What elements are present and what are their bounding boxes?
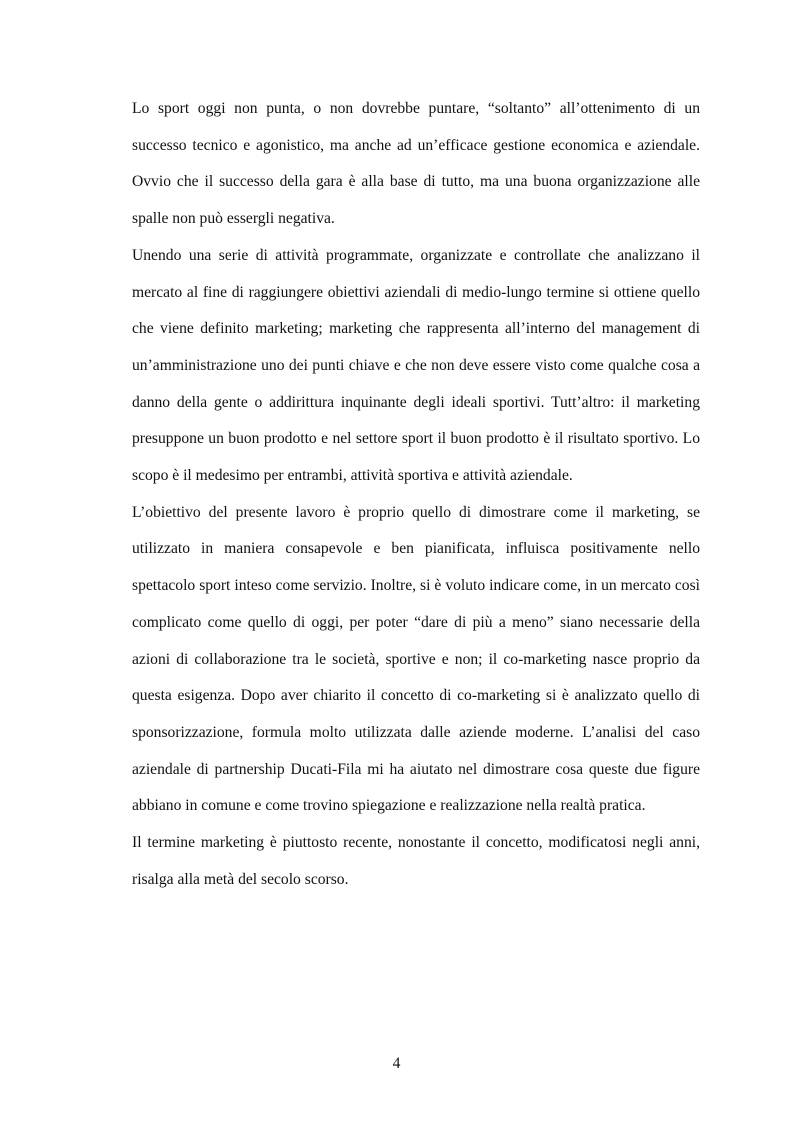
- page-number: 4: [392, 1055, 401, 1072]
- paragraph-4: Il termine marketing è piuttosto recente, nonostante il concetto, modificatosi negli anni, risalga alla metà del secolo scorso.: [132, 834, 700, 888]
- paragraph-1: Lo sport oggi non punta, o non dovrebbe puntare, “soltanto” all’ottenimento di un successo tecnico e agonistico, ma anche ad un’efficace gestione economica e aziendale. Ovvio che il successo della gara è alla base di tutto, ma una buona organizzazione alle spalle non può essergli negativa.: [132, 100, 700, 228]
- body-text: [132, 91, 700, 898]
- paragraph-2: Unendo una serie di attività programmate, organizzate e controllate che analizzano il mercato al fine di raggiungere obiettivi aziendali di medio-lungo termine si ottiene quello che viene definito marketing; marketing che rappresenta all’interno del management di un’amministrazione uno dei punti chiave e che non deve essere visto come qualche cosa a danno della gente o addirittura inquinante degli ideali sportivi. Tutt’altro: il marketing presuppone un buon prodotto e nel settore sport il buon prodotto è il risultato sportivo. Lo scopo è il medesimo per entrambi, attività sportiva e attività aziendale.: [132, 246, 700, 485]
- paragraph-3: L’obiettivo del presente lavoro è proprio quello di dimostrare come il marketing, se utilizzato in maniera consapevole e ben pianificata, influisca positivamente nello spettacolo sport inteso come servizio. Inoltre, si è voluto indicare come, in un mercato così complicato come quello di oggi, per poter “dare di più a meno” siano necessarie della azioni di collaborazione tra le società, sportive e non; il co-marketing nasce proprio da questa esigenza. Dopo aver chiarito il concetto di co-marketing si è analizzato quello di sponsorizzazione, formula molto utilizzata dalle aziende moderne. L’analisi del caso aziendale di partnership Ducati-Fila mi ha aiutato nel dimostrare cosa queste due figure abbiano in comune e come trovino spiegazione e realizzazione nella realtà pratica.: [132, 503, 700, 815]
